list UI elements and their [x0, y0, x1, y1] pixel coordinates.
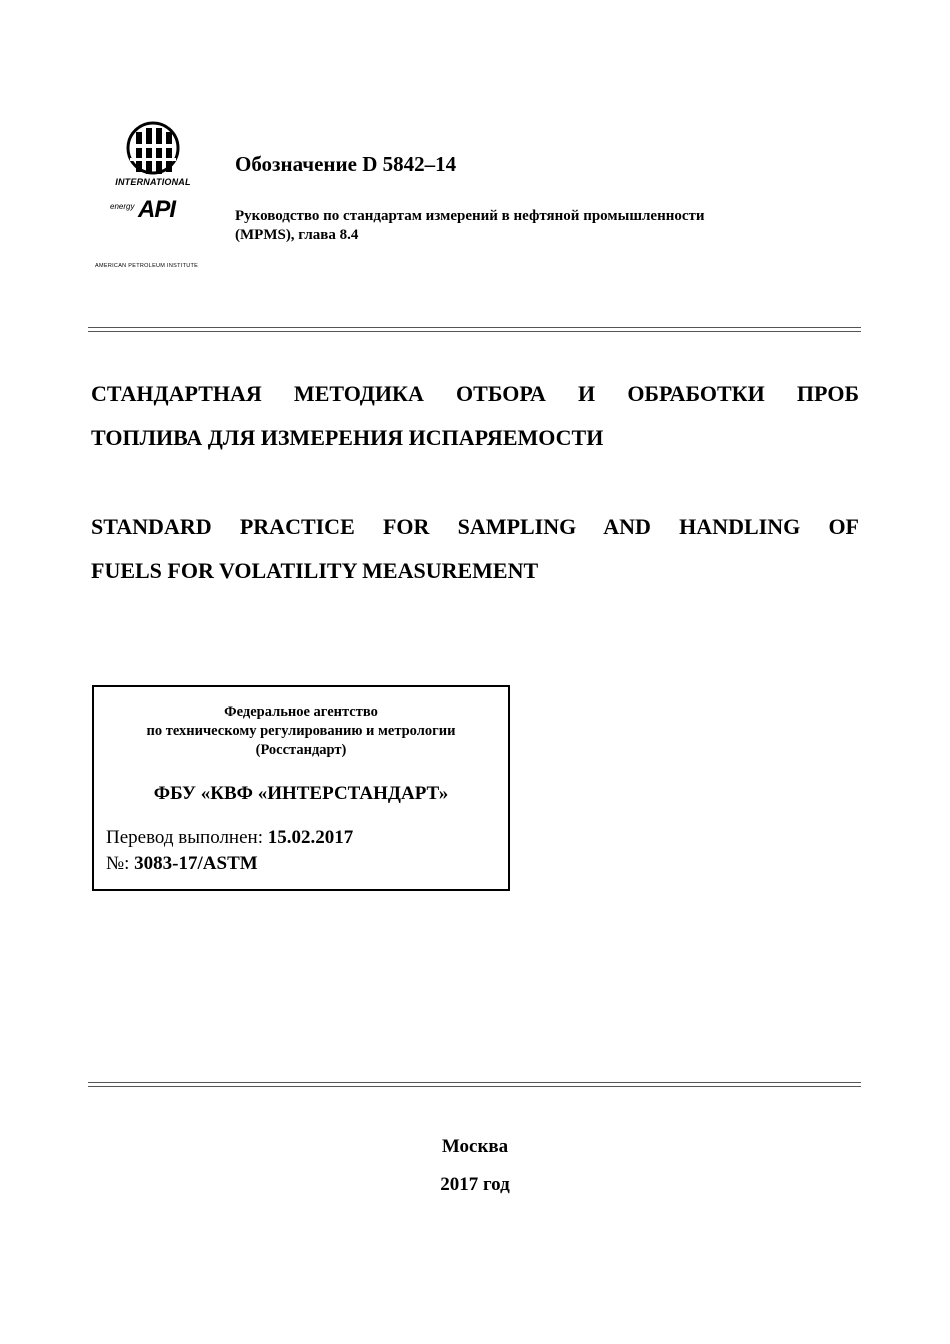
api-logo — [110, 198, 190, 224]
stamp-agency — [94, 703, 508, 760]
api-energy-label: energy — [110, 202, 135, 211]
manual-line-2: (MPMS), глава 8.4 — [235, 227, 359, 243]
manual-reference — [235, 207, 855, 245]
title-en-line-2: FUELS FOR VOLATILITY MEASUREMENT — [91, 558, 539, 583]
designation: Обозначение D 5842–14 — [235, 152, 457, 176]
bottom-divider — [88, 1082, 861, 1087]
api-mark: API — [138, 196, 176, 223]
api-subtitle: AMERICAN PETROLEUM INSTITUTE — [95, 263, 199, 269]
translation-date: 15.02.2017 — [267, 827, 354, 848]
astm-international-label: INTERNATIONAL — [115, 177, 191, 187]
number-value: 3083-17/ASTM — [134, 853, 258, 874]
number-label: №: — [106, 853, 135, 874]
stamp-agency-line-2: по техническому регулированию и метрологии — [146, 723, 456, 739]
stamp-organization: ФБУ «КВФ «ИНТЕРСТАНДАРТ» — [153, 783, 449, 804]
title-ru-line-2: ТОПЛИВА ДЛЯ ИЗМЕРЕНИЯ ИСПАРЯЕМОСТИ — [91, 425, 604, 450]
title-ru-line-1: СТАНДАРТНАЯ МЕТОДИКА ОТБОРА И ОБРАБОТКИ ПРОБ — [91, 381, 859, 406]
title-en-line-1: STANDARD PRACTICE FOR SAMPLING AND HANDLING OF — [91, 514, 859, 539]
manual-line-1: Руководство по стандартам измерений в нефтяной промышленности — [235, 208, 705, 224]
translation-label: Перевод выполнен: — [106, 827, 268, 848]
stamp-translation-date-line — [106, 827, 353, 849]
top-divider — [88, 327, 861, 332]
stamp-number-line — [106, 853, 258, 875]
stamp-agency-line-1: Федеральное агентство — [224, 704, 378, 720]
title-english — [91, 505, 859, 593]
city: Москва — [441, 1136, 509, 1157]
translation-stamp — [92, 685, 510, 891]
title-russian — [91, 372, 859, 460]
year: 2017 год — [440, 1174, 510, 1195]
stamp-agency-line-3: (Росстандарт) — [255, 742, 347, 758]
